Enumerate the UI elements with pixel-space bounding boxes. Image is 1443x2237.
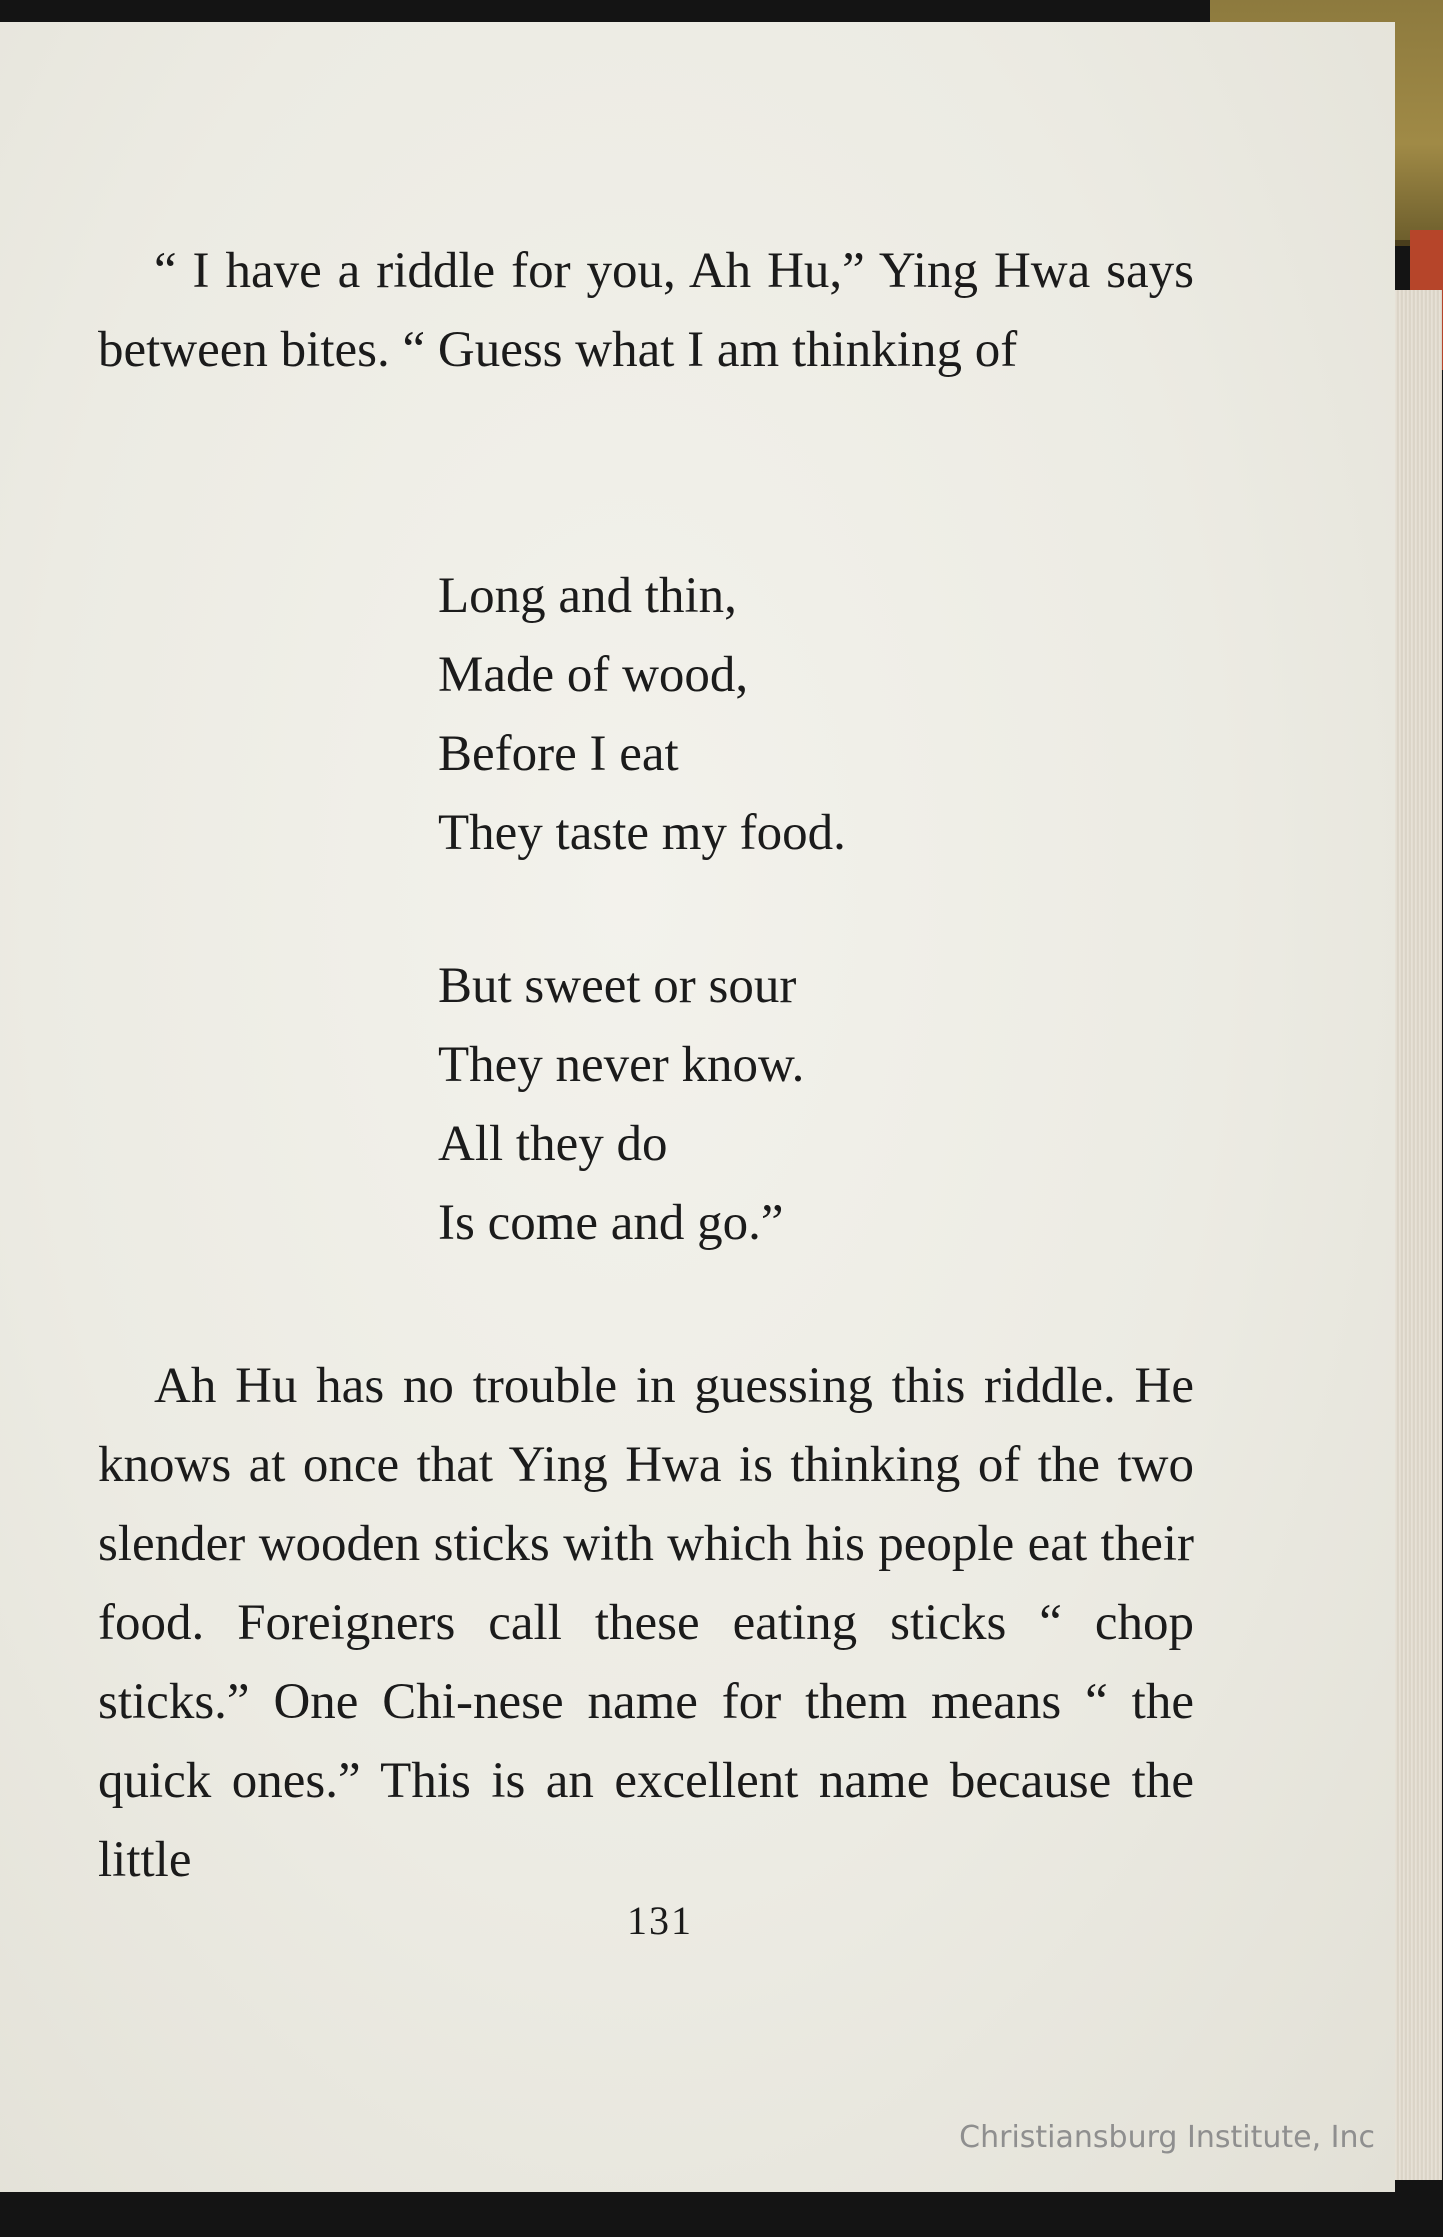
poem-line: Made of wood, (438, 647, 749, 703)
poem-line: Is come and go.” (438, 1195, 784, 1251)
paragraph-explanation: Ah Hu has no trouble in guessing this riddle. He knows at once that Ying Hwa is thinking of the two slender wooden sticks with which his people eat their food. Foreigners call these eating sticks “ chop sticks.” One Chi-nese name for them means “ the quick ones.” This is an excellent name because the little (98, 1358, 1194, 1888)
paragraph-opening: “ I have a riddle for you, Ah Hu,” Ying Hwa says between bites. “ Guess what I am thinking of (98, 243, 1194, 378)
riddle-stanza-1 (438, 557, 846, 873)
poem-line: All they do (438, 1116, 668, 1172)
poem-line: They taste my food. (438, 805, 846, 861)
poem-line: But sweet or sour (438, 958, 797, 1014)
poem-line: Before I eat (438, 726, 679, 782)
poem-line: Long and thin, (438, 568, 737, 624)
poem-line: They never know. (438, 1037, 805, 1093)
watermark: Christiansburg Institute, Inc (959, 2120, 1375, 2155)
book-page (0, 22, 1395, 2192)
riddle-stanza-2 (438, 947, 804, 1263)
page-number: 131 (627, 1898, 693, 1943)
